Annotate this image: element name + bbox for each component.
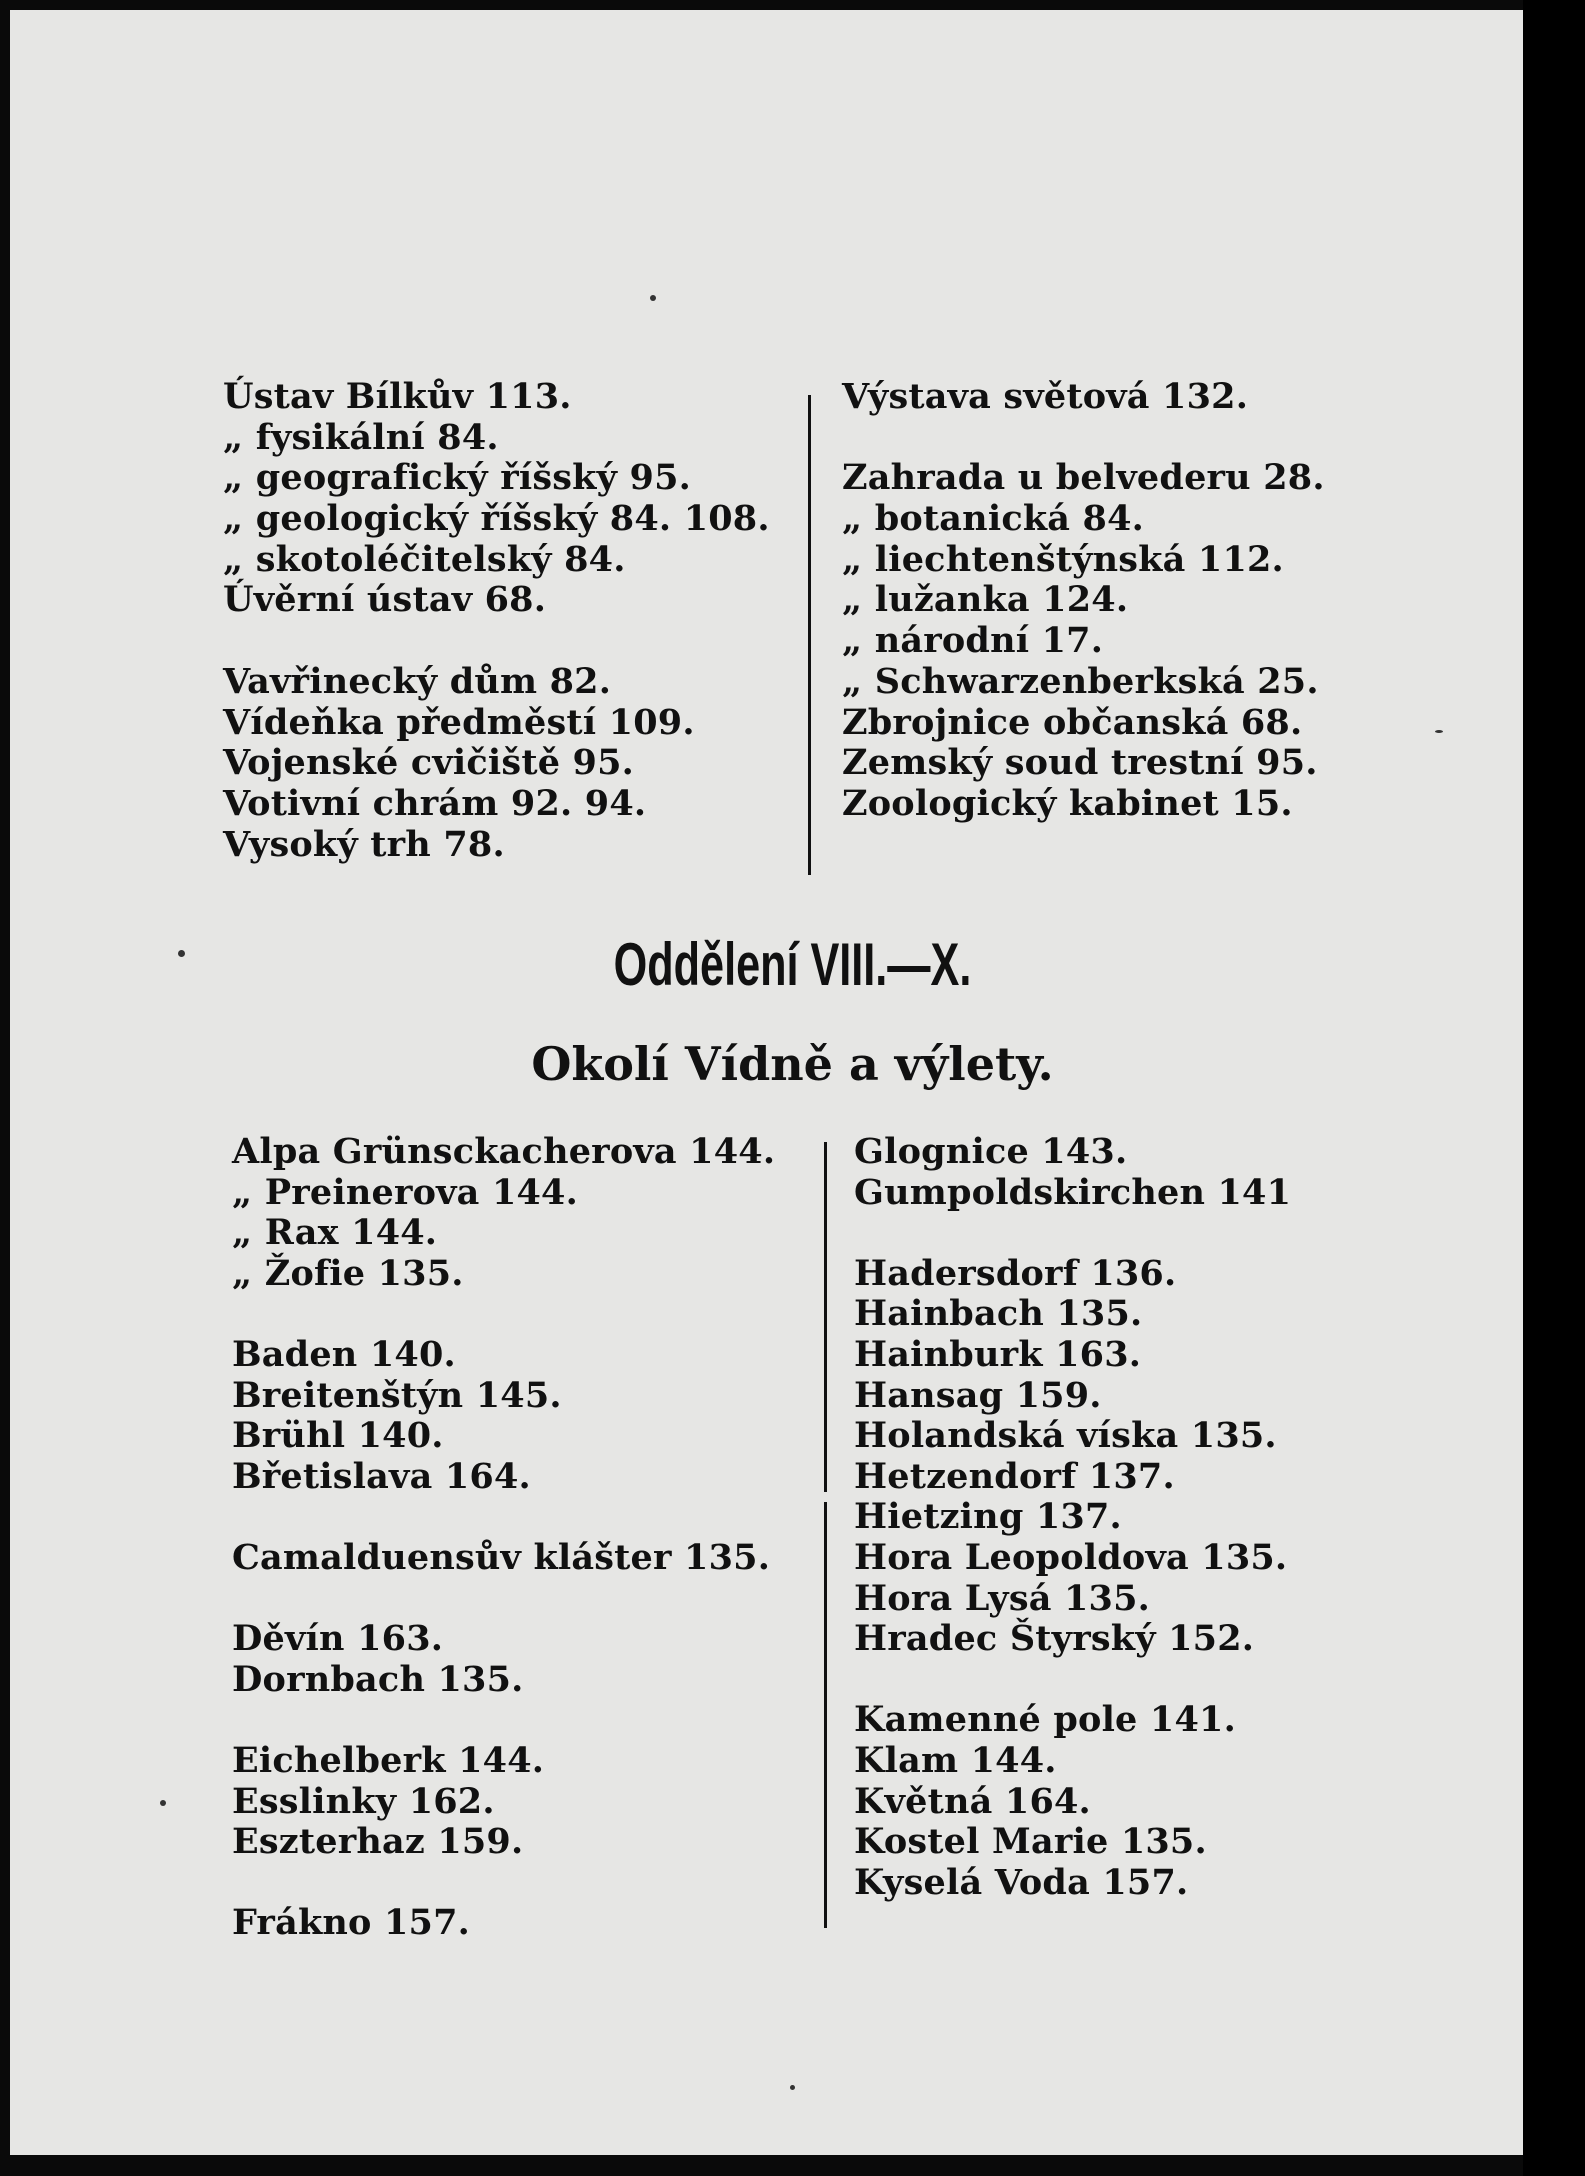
index-entry: „ fysikální 84.	[223, 416, 499, 458]
index-entry: Baden 140.	[232, 1333, 456, 1375]
index-entry: Zbrojnice občanská 68.	[842, 701, 1303, 743]
index-entry: Vysoký trh 78.	[223, 823, 505, 865]
index-entry: Kyselá Voda 157.	[854, 1861, 1189, 1903]
index-entry: „ skotoléčitelský 84.	[223, 538, 626, 580]
scan-speck	[650, 295, 656, 301]
scan-border	[1523, 0, 1585, 2176]
index-entry: Ústav Bílkův 113.	[223, 376, 572, 417]
index-entry: Votivní chrám 92. 94.	[223, 782, 647, 824]
index-entry: Děvín 163.	[232, 1618, 444, 1660]
index-column-right-1	[842, 377, 1325, 825]
index-column-right-2	[854, 1132, 1291, 1903]
column-divider-2b	[824, 1502, 827, 1928]
scan-speck	[1435, 730, 1443, 733]
index-entry: Hainburk 163.	[854, 1333, 1142, 1375]
index-entry: „ geografický říšský 95.	[223, 457, 692, 499]
index-entry: Holandská víska 135.	[854, 1415, 1277, 1457]
index-entry: Kamenné pole 141.	[854, 1699, 1236, 1741]
index-entry: Zoologický kabinet 15.	[842, 782, 1293, 824]
index-column-left-2	[232, 1132, 775, 1944]
index-column-left-1	[223, 377, 770, 865]
entry-gap	[854, 1660, 1291, 1701]
entry-gap	[232, 1294, 775, 1335]
index-entry: „ geologický říšský 84. 108.	[223, 498, 770, 540]
index-entry: „ Rax 144.	[232, 1212, 438, 1254]
index-entry: Camalduensův klášter 135.	[232, 1536, 771, 1578]
index-entry: Hainbach 135.	[854, 1293, 1143, 1335]
index-entry: Klam 144.	[854, 1739, 1057, 1781]
index-entry: Květná 164.	[854, 1780, 1091, 1822]
index-entry: Zemský soud trestní 95.	[842, 742, 1318, 784]
index-entry: Frákno 157.	[232, 1902, 471, 1944]
index-entry: „ liechtenštýnská 112.	[842, 538, 1284, 580]
section-heading: Oddělení VIII.—X.	[613, 931, 972, 998]
index-entry: Brühl 140.	[232, 1415, 444, 1457]
section-subheading: Okolí Vídně a výlety.	[531, 1037, 1054, 1091]
entry-gap	[223, 621, 770, 662]
index-entry: Gumpoldskirchen 141	[854, 1171, 1292, 1213]
index-entry: Hadersdorf 136.	[854, 1252, 1177, 1294]
index-entry: Breitenštýn 145.	[232, 1374, 562, 1416]
entry-gap	[232, 1497, 775, 1538]
index-entry: Hietzing 137.	[854, 1496, 1122, 1538]
scanned-page	[10, 10, 1523, 2155]
column-divider-2	[824, 1142, 827, 1492]
index-entry: „ Schwarzenberkská 25.	[842, 660, 1319, 702]
index-entry: Břetislava 164.	[232, 1455, 531, 1497]
entry-gap	[232, 1863, 775, 1904]
column-divider-1	[808, 395, 811, 875]
index-entry: Eichelberk 144.	[232, 1739, 545, 1781]
entry-gap	[842, 418, 1325, 459]
index-entry: Alpa Grünsckacherova 144.	[232, 1131, 776, 1172]
scan-speck	[178, 950, 185, 957]
index-entry: „ národní 17.	[842, 620, 1104, 662]
index-entry: Hora Lysá 135.	[854, 1577, 1151, 1619]
index-entry: Zahrada u belvederu 28.	[842, 457, 1325, 499]
index-entry: „ botanická 84.	[842, 498, 1145, 540]
index-entry: „ lužanka 124.	[842, 579, 1129, 621]
index-entry: Hetzendorf 137.	[854, 1455, 1175, 1497]
index-entry: Vídeňka předměstí 109.	[223, 701, 695, 743]
index-entry: „ Preinerova 144.	[232, 1171, 578, 1213]
entry-gap	[854, 1213, 1291, 1254]
entry-gap	[232, 1700, 775, 1741]
index-entry: Hradec Štyrský 152.	[854, 1618, 1255, 1660]
index-entry: Kostel Marie 135.	[854, 1821, 1207, 1863]
index-entry: Výstava světová 132.	[842, 376, 1249, 417]
index-entry: „ Žofie 135.	[232, 1252, 464, 1294]
index-entry: Úvěrní ústav 68.	[223, 579, 547, 621]
index-entry: Hora Leopoldova 135.	[854, 1536, 1288, 1578]
entry-gap	[232, 1579, 775, 1620]
index-entry: Vavřinecký dům 82.	[223, 660, 612, 702]
index-entry: Hansag 159.	[854, 1374, 1102, 1416]
index-entry: Esslinky 162.	[232, 1780, 495, 1822]
index-entry: Eszterhaz 159.	[232, 1821, 524, 1863]
index-entry: Vojenské cvičiště 95.	[223, 742, 635, 784]
scan-speck	[160, 1800, 166, 1806]
index-entry: Dornbach 135.	[232, 1658, 524, 1700]
index-entry: Glognice 143.	[854, 1131, 1128, 1172]
scan-speck	[790, 2085, 795, 2090]
